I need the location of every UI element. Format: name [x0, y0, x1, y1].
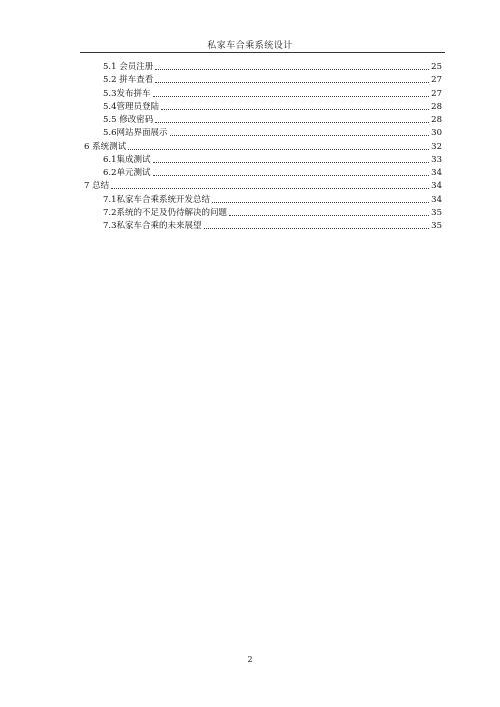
- toc-entry-page-number: 32: [431, 141, 442, 152]
- toc-entry-label: 5.5 修改密码: [103, 115, 154, 125]
- toc-dot-leader: [204, 228, 430, 229]
- toc-dot-leader: [161, 109, 429, 110]
- toc-dot-leader: [155, 69, 429, 70]
- toc-entry-label: 6.1集成测试: [103, 154, 151, 165]
- toc-entry-label: 7.1私家车合乘系统开发总结: [103, 194, 211, 205]
- toc-entry-page-number: 35: [431, 221, 442, 231]
- toc-entry-label: 7.2系统的不足及仍待解决的问题: [103, 207, 228, 218]
- running-header-title: 私家车合乘系统设计: [207, 41, 293, 51]
- toc-section-entry[interactable]: [103, 114, 442, 126]
- toc-section-entry[interactable]: [103, 127, 442, 139]
- toc-section-entry[interactable]: [103, 167, 442, 179]
- toc-dot-leader: [170, 135, 430, 136]
- toc-entry-page-number: 34: [431, 168, 442, 178]
- toc-section-entry[interactable]: [103, 101, 442, 113]
- toc-entry-label: 7.3私家车合乘的未来展望: [103, 221, 202, 231]
- toc-dot-leader: [153, 175, 430, 176]
- toc-section-entry[interactable]: [103, 220, 442, 232]
- toc-entry-page-number: 30: [431, 128, 442, 139]
- toc-chapter-entry[interactable]: [84, 180, 442, 192]
- toc-entry-page-number: 27: [431, 88, 442, 99]
- toc-section-entry[interactable]: [103, 61, 442, 73]
- toc-entry-label: 6.2单元测试: [103, 168, 151, 178]
- toc-dot-leader: [111, 188, 429, 189]
- toc-entry-page-number: 28: [431, 115, 442, 125]
- toc-section-entry[interactable]: [103, 74, 442, 86]
- toc-entry-label: 7 总结: [84, 181, 110, 192]
- toc-section-entry[interactable]: [103, 88, 442, 100]
- toc-dot-leader: [153, 96, 430, 97]
- toc-entry-label: 5.6网站界面展示: [103, 128, 168, 139]
- toc-entry-page-number: 34: [431, 194, 442, 205]
- toc-entry-page-number: 35: [431, 207, 442, 218]
- toc-section-entry[interactable]: [103, 207, 442, 219]
- header-rule: [80, 52, 445, 53]
- toc-entry-label: 5.4管理员登陆: [103, 101, 160, 112]
- toc-entry-label: 6 系统测试: [84, 141, 127, 152]
- toc-entry-page-number: 28: [431, 101, 442, 112]
- toc-entry-page-number: 27: [431, 75, 442, 86]
- toc-section-entry[interactable]: [103, 194, 442, 206]
- toc-entry-label: 5.2 拼车查看: [103, 75, 154, 86]
- toc-entry-label: 5.3发布拼车: [103, 88, 151, 99]
- toc-entry-page-number: 33: [431, 154, 442, 165]
- toc-chapter-entry[interactable]: [84, 141, 442, 153]
- toc-dot-leader: [155, 122, 429, 123]
- toc-dot-leader: [212, 202, 429, 203]
- toc-dot-leader: [128, 149, 429, 150]
- toc-dot-leader: [153, 162, 430, 163]
- toc-dot-leader: [229, 215, 429, 216]
- toc-section-entry[interactable]: [103, 154, 442, 166]
- toc-entry-page-number: 25: [431, 62, 442, 72]
- toc-dot-leader: [155, 82, 429, 83]
- page-number: 2: [247, 655, 253, 664]
- toc-entry-label: 5.1 会员注册: [103, 62, 154, 72]
- toc-entry-page-number: 34: [431, 181, 442, 192]
